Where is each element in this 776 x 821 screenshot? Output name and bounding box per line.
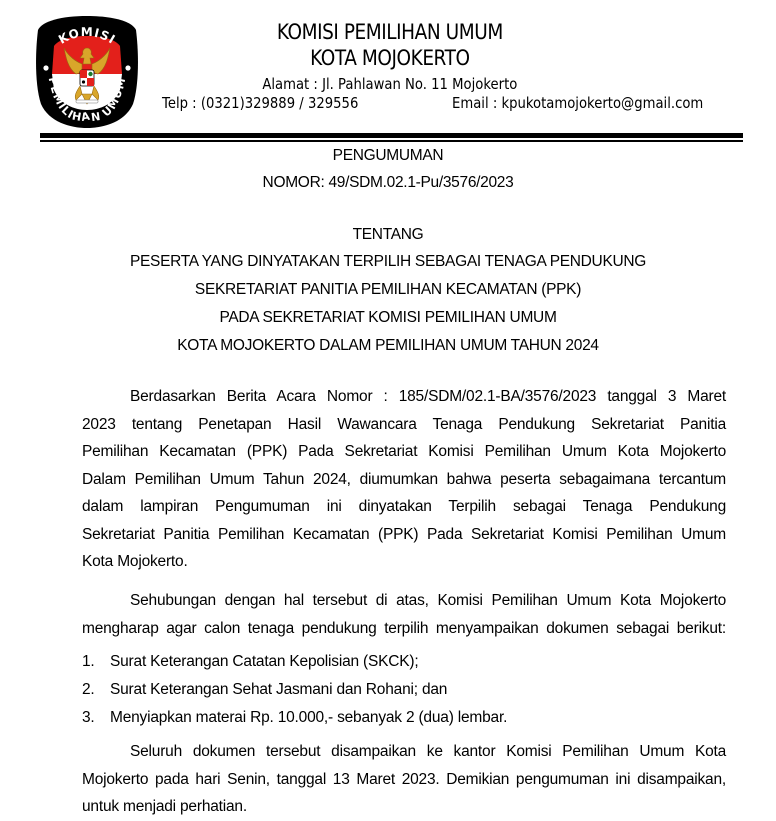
- org-name-line1: KOMISI PEMILIHAN UMUM: [276, 20, 503, 44]
- paragraph-line: 2023 tentang Penetapan Hasil Wawancara Tenaga Pendukung Sekretariat Panitia: [82, 415, 726, 433]
- list-text: Menyiapkan materai Rp. 10.000,- sebanyak 2 (dua) lembar.: [110, 709, 508, 726]
- paragraph-line: Dalam Pemilihan Umum Tahun 2024, diumumkan bahwa peserta sebagaimana tercantum: [82, 470, 726, 488]
- word: hal: [283, 592, 304, 609]
- required-documents-list: [82, 648, 732, 732]
- list-text: Surat Keterangan Sehat Jasmani dan Rohani; dan: [110, 681, 448, 698]
- subject-line: KOTA MOJOKERTO DALAM PEMILIHAN UMUM TAHUN 2024: [177, 337, 599, 354]
- word: dengan: [224, 592, 276, 609]
- word: di: [375, 592, 388, 609]
- word: Kota: [694, 743, 727, 760]
- word: Acara: [276, 388, 316, 405]
- paragraph-line: Pemilihan Kecamatan (PPK) Pada Sekretariat Komisi Pemilihan Umum Kota Mojokerto: [82, 443, 726, 460]
- word: Berita: [226, 388, 267, 405]
- word: tanggal: [607, 388, 657, 405]
- word: Komisi: [437, 592, 483, 609]
- word: Sehubungan: [130, 592, 216, 609]
- word: :: [383, 388, 388, 405]
- word: ke: [426, 743, 443, 760]
- word: Seluruh: [130, 743, 183, 760]
- paragraph-line: untuk menjadi perhatian.: [82, 798, 247, 815]
- announcement-heading: PENGUMUMAN: [332, 147, 444, 164]
- word: 185/SDM/02.1-BA/3576/2023: [398, 388, 597, 405]
- list-number: 2.: [82, 681, 95, 698]
- paragraph-line: dalam lampiran Pengumuman ini dinyatakan Terpilih sebagai Tenaga Pendukung: [82, 498, 726, 515]
- org-email: Email : kpukotamojokerto@gmail.com: [452, 94, 704, 112]
- word: Pemilihan: [562, 743, 629, 760]
- paragraph-line: mengharap agar calon tenaga pendukung terpilih menyampaikan dokumen sebagai berikut:: [82, 619, 726, 637]
- svg-text:PEMILIHAN UMUM: PEMILIHAN UMUM: [45, 75, 129, 125]
- org-name-line2: KOTA MOJOKERTO: [310, 46, 470, 70]
- word: tersebut: [265, 743, 321, 760]
- subject-line: SEKRETARIAT PANITIA PEMILIHAN KECAMATAN (PPK): [194, 281, 582, 298]
- subject-line: PADA SEKRETARIAT KOMISI PEMILIHAN UMUM: [219, 309, 557, 326]
- word: Maret: [687, 388, 726, 405]
- announcement-number: NOMOR: 49/SDM.02.1-Pu/3576/2023: [262, 174, 514, 191]
- word: Berdasarkan: [130, 388, 216, 405]
- letterhead-divider-thin: [40, 140, 743, 142]
- list-item: [82, 704, 732, 732]
- word: Umum: [639, 743, 685, 760]
- paragraph-line: Kota Mojokerto.: [82, 553, 188, 570]
- list-item: [82, 676, 732, 704]
- word: Kota: [619, 592, 652, 609]
- word: Pemilihan: [491, 592, 558, 609]
- paragraph-closing: [82, 738, 726, 821]
- word: Komisi: [506, 743, 552, 760]
- list-text: Surat Keterangan Catatan Kepolisian (SKCK);: [110, 653, 419, 670]
- word: Umum: [566, 592, 612, 609]
- about-label: TENTANG: [352, 226, 424, 243]
- svg-text:KOMISI: KOMISI: [56, 24, 119, 47]
- paragraph-decision: [82, 383, 726, 576]
- word: kantor: [453, 743, 496, 760]
- org-address: Alamat : Jl. Pahlawan No. 11 Mojokerto: [262, 75, 518, 93]
- word: atas,: [396, 592, 429, 609]
- word: tersebut: [312, 592, 368, 609]
- list-number: 1.: [82, 653, 95, 670]
- word: Nomor: [326, 388, 373, 405]
- paragraph-line: Sekretariat Panitia Pemilihan Kecamatan (PPK) Pada Sekretariat Komisi Pemilihan Umum: [82, 525, 726, 543]
- word: Mojokerto: [659, 592, 727, 609]
- paragraph-request: [82, 587, 726, 642]
- letterhead-divider-thick: [40, 133, 743, 138]
- list-number: 3.: [82, 709, 95, 726]
- list-item: [82, 648, 732, 676]
- subject-line: PESERTA YANG DINYATAKAN TERPILIH SEBAGAI TENAGA PENDUKUNG: [129, 253, 647, 270]
- word: disampaikan: [331, 743, 416, 760]
- org-phone: Telp : (0321)329889 / 329556: [162, 94, 359, 112]
- word: 3: [667, 388, 677, 405]
- word: dokumen: [192, 743, 256, 760]
- paragraph-line: Mojokerto pada hari Senin, tanggal 13 Maret 2023. Demikian pengumuman ini disampaikan,: [82, 770, 726, 788]
